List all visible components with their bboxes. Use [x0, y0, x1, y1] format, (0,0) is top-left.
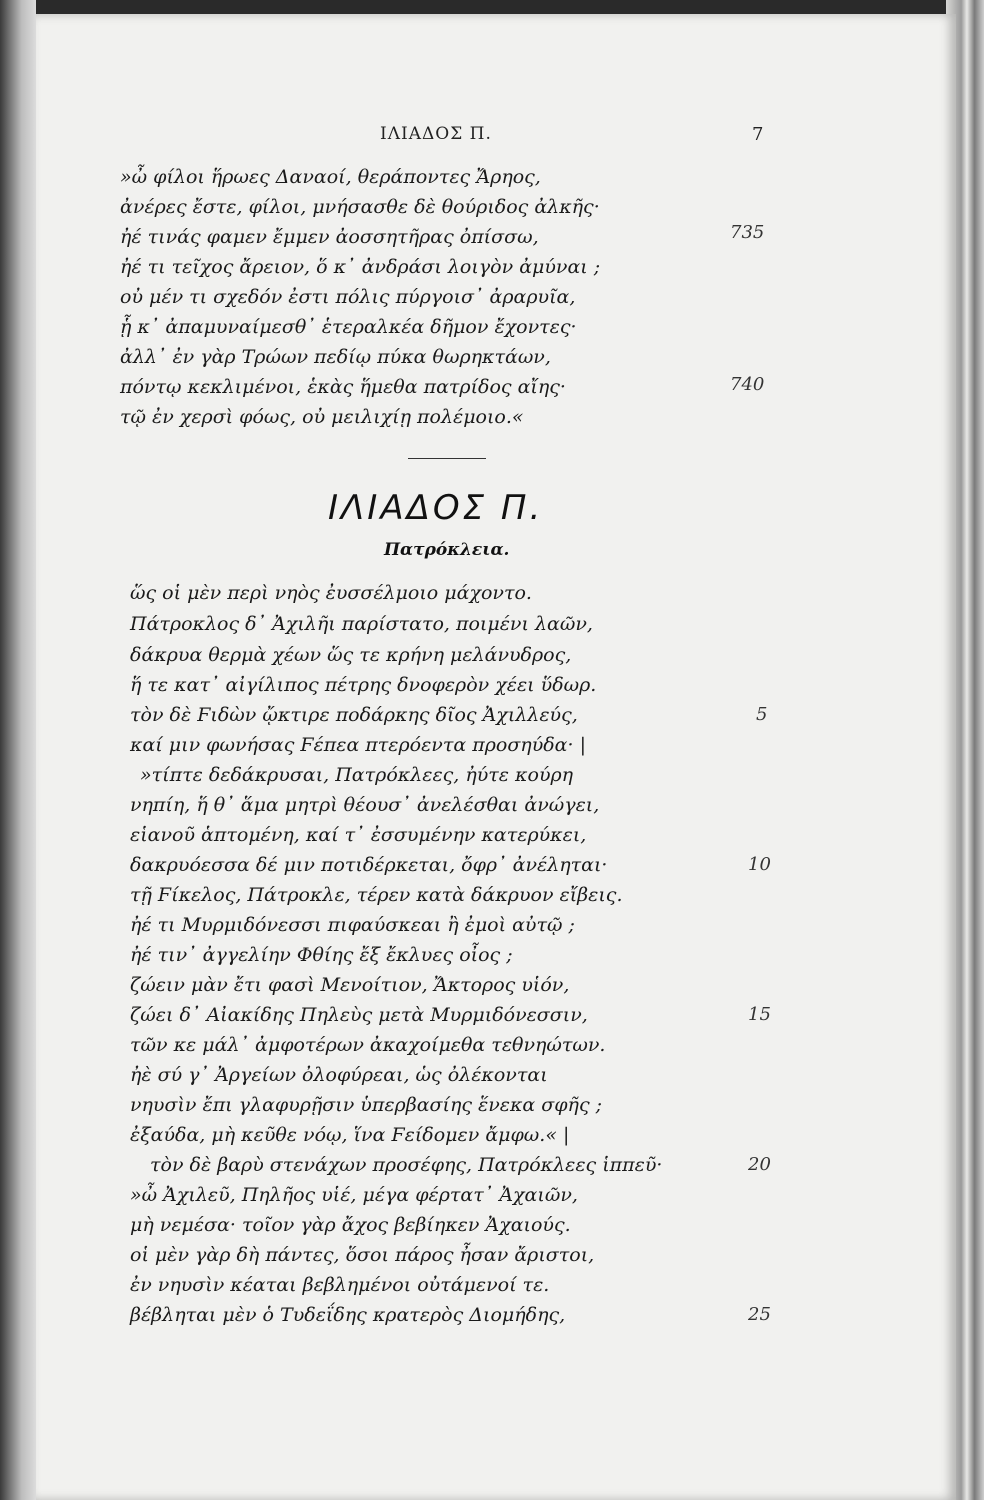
verse-line: »ὦ Ἀχιλεῦ, Πηλῆος υἱέ, μέγα φέρτατ᾽ Ἀχαιῶν, [130, 1184, 578, 1206]
verse-line: τῷ ἐν χερσὶ φόως, οὐ μειλιχίῃ πολέμοιο.« [120, 406, 524, 428]
verse-line: ζώει δ᾽ Αἰακίδης Πηλεὺς μετὰ Μυρμιδόνεσσιν, [130, 1004, 588, 1026]
verse-line: ἐξαύδα, μὴ κεῦθε νόῳ, ἵνα Ϝείδομεν ἄμφω.« | [130, 1124, 570, 1146]
verse-line: οἱ μὲν γὰρ δὴ πάντες, ὅσοι πάρος ἦσαν ἄριστοι, [130, 1244, 595, 1266]
verse-line: ὥς οἱ μὲν περὶ νηὸς ἐυσσέλμοιο μάχοντο. [130, 582, 532, 604]
verse-line: ἠὲ σύ γ᾽ Ἀργείων ὀλοφύρεαι, ὡς ὀλέκονται [130, 1064, 548, 1086]
verse-line: τῇ Ϝίκελος, Πάτροκλε, τέρεν κατὰ δάκρυον εἴβεις. [130, 884, 623, 906]
verse-line: Πάτροκλος δ᾽ Ἀχιλῆι παρίστατο, ποιμένι λαῶν, [130, 613, 593, 635]
verse-line: ἠέ τινάς φαμεν ἔμμεν ἀοσσητῆρας ὀπίσσω, [120, 226, 539, 248]
verse-line: ἐν νηυσὶν κέαται βεβλημένοι οὐτάμενοί τε. [130, 1274, 550, 1296]
verse-line: νηυσὶν ἔπι γλαφυρῇσιν ὑπερβασίης ἕνεκα σφῆς ; [130, 1094, 603, 1116]
verse-line: τὸν δὲ βαρὺ στενάχων προσέφης, Πατρόκλεες ἱππεῦ· [150, 1154, 663, 1176]
verse-line: δάκρυα θερμὰ χέων ὥς τε κρήνη μελάνυδρος, [130, 644, 572, 666]
verse-line: πόντῳ κεκλιμένοι, ἑκὰς ἥμεθα πατρίδος αἴης· [120, 376, 566, 398]
verse-line: δακρυόεσσα δέ μιν ποτιδέρκεται, ὄφρ᾽ ἀνέληται· [130, 854, 608, 876]
verse-line: τὸν δὲ Ϝιδὼν ᾤκτιρε ποδάρκης δῖος Ἀχιλλεύς, [130, 704, 578, 726]
verse-line: ἠέ τι τεῖχος ἄρειον, ὅ κ᾽ ἀνδράσι λοιγὸν ἀμύναι ; [120, 256, 601, 278]
line-number: 740 [730, 374, 765, 395]
verse-line: ἥ τε κατ᾽ αἰγίλιπος πέτρης δνοφερὸν χέει ὕδωρ. [130, 674, 597, 696]
line-number: 735 [730, 222, 765, 243]
page-number: 7 [752, 124, 764, 145]
verse-line: τῶν κε μάλ᾽ ἀμφοτέρων ἀκαχοίμεθα τεθνηώτων. [130, 1034, 606, 1056]
verse-line: εἱανοῦ ἁπτομένη, καί τ᾽ ἐσσυμένην κατερύκει, [130, 824, 587, 846]
book-title: ΙΛΙΑΔΟΣ Π. [328, 488, 544, 528]
verse-line: βέβληται μὲν ὁ Τυδεΐδης κρατερὸς Διομήδης, [130, 1304, 566, 1326]
line-number: 15 [748, 1004, 771, 1025]
verse-line: ἀλλ᾽ ἐν γὰρ Τρώων πεδίῳ πύκα θωρηκτάων, [120, 346, 551, 368]
verse-line: »τίπτε δεδάκρυσαι, Πατρόκλεες, ἠύτε κούρη [140, 764, 574, 786]
book-subtitle: Πατρόκλεια. [384, 540, 510, 560]
verse-line: ἠέ τιν᾽ ἀγγελίην Φθίης ἔξ ἔκλυες οἶος ; [130, 944, 513, 966]
verse-line: ζώειν μὰν ἔτι φασὶ Μενοίτιον, Ἄκτορος υἱόν, [130, 974, 570, 996]
line-number: 20 [748, 1154, 771, 1175]
verse-line: καί μιν φωνήσας Ϝέπεα πτερόεντα προσηύδα· | [130, 734, 586, 756]
verse-line: μὴ νεμέσα· τοῖον γὰρ ἄχος βεβίηκεν Ἀχαιούς. [130, 1214, 571, 1236]
line-number: 10 [748, 854, 771, 875]
line-number: 25 [748, 1304, 771, 1325]
book-gutter [0, 0, 36, 1500]
section-divider [408, 458, 486, 459]
verse-line: ἠέ τι Μυρμιδόνεσσι πιφαύσκεαι ἢ ἐμοὶ αὐτῷ ; [130, 914, 575, 936]
line-number: 5 [756, 704, 768, 725]
verse-line: νηπίη, ἥ θ᾽ ἅμα μητρὶ θέουσ᾽ ἀνελέσθαι ἀνώγει, [130, 794, 600, 816]
verse-line: ἀνέρες ἔστε, φίλοι, μνήσασθε δὲ θούριδος ἀλκῆς· [120, 196, 600, 218]
verse-line: »ὦ φίλοι ἥρωες Δαναοί, θεράποντες Ἄρηος, [120, 166, 541, 188]
verse-line: οὐ μέν τι σχεδόν ἐστι πόλις πύργοισ᾽ ἀραρυῖα, [120, 286, 576, 308]
running-head: ΙΛΙΑΔΟΣ Π. [380, 124, 492, 144]
verse-line: ᾗ κ᾽ ἀπαμυναίμεσθ᾽ ἑτεραλκέα δῆμον ἔχοντες· [120, 316, 577, 338]
